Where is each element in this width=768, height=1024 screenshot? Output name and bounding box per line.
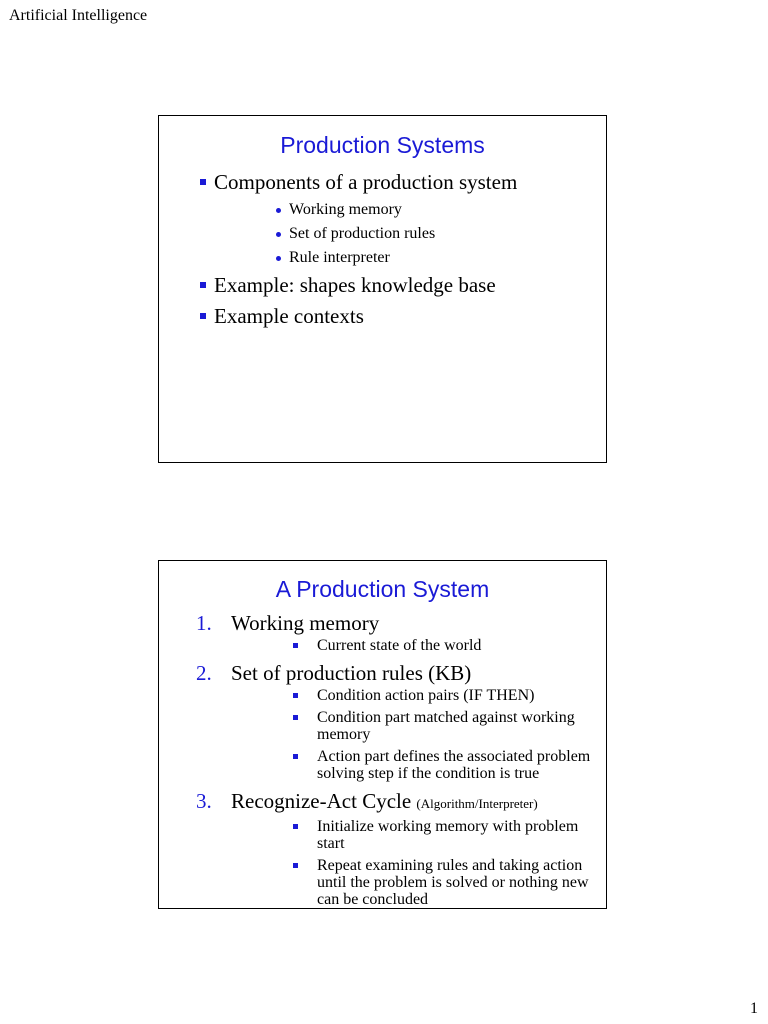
sub-bullet-text: Condition part matched against working memory (317, 709, 575, 743)
sub-bullet-text: Working memory (289, 201, 402, 218)
bullet-text: Example contexts (214, 304, 364, 328)
item-text: Working memory (231, 611, 380, 635)
square-bullet-icon (293, 693, 298, 698)
sub-bullet-item (231, 818, 606, 852)
sub-bullet-list (231, 637, 606, 654)
square-bullet-icon (293, 863, 298, 868)
sub-bullet-text: Current state of the world (317, 637, 482, 654)
sub-bullet-item (214, 246, 606, 270)
item-text: Set of production rules (KB) (231, 661, 472, 685)
dot-bullet-icon (276, 256, 281, 261)
slide-title: A Production System (275, 576, 490, 602)
sub-bullet-list (231, 687, 606, 782)
bullet-list (159, 167, 606, 332)
sub-bullet-item (231, 637, 606, 654)
item-number: 1. (196, 611, 212, 635)
sub-bullet-item (231, 709, 606, 743)
sub-bullet-text: Initialize working memory with problem start (317, 818, 579, 852)
bullet-text: Components of a production system (214, 170, 518, 194)
item-number: 2. (196, 661, 212, 685)
sub-bullet-item (231, 748, 606, 782)
sub-bullet-text: Condition action pairs (IF THEN) (317, 687, 535, 704)
sub-bullet-item (214, 198, 606, 222)
item-number: 3. (196, 789, 212, 813)
slide-production-systems (158, 115, 607, 463)
square-bullet-icon (293, 824, 298, 829)
page-number: 1 (750, 1000, 758, 1017)
bullet-item (159, 301, 606, 332)
bullet-item (159, 167, 606, 270)
numbered-item (159, 609, 606, 654)
sub-bullet-item (214, 222, 606, 246)
item-aside: (Algorithm/Interpreter) (416, 796, 538, 811)
sub-bullet-text: Rule interpreter (289, 249, 390, 266)
sub-bullet-list (231, 818, 606, 908)
slide-title: Production Systems (280, 132, 485, 158)
square-bullet-icon (200, 313, 206, 319)
dot-bullet-icon (276, 208, 281, 213)
sub-bullet-text: Set of production rules (289, 225, 436, 242)
numbered-list (159, 609, 606, 908)
sub-bullet-text: Action part defines the associated problem solving step if the condition is true (317, 748, 591, 782)
sub-bullet-text: Repeat examining rules and taking action until the problem is solved or nothing new can be concluded (317, 857, 589, 908)
sub-bullet-list (214, 198, 606, 270)
dot-bullet-icon (276, 232, 281, 237)
sub-bullet-item (231, 687, 606, 704)
bullet-text: Example: shapes knowledge base (214, 273, 496, 297)
bullet-item (159, 270, 606, 301)
square-bullet-icon (293, 715, 298, 720)
square-bullet-icon (200, 282, 206, 288)
square-bullet-icon (293, 643, 298, 648)
square-bullet-icon (200, 179, 206, 185)
slide-a-production-system (158, 560, 607, 909)
square-bullet-icon (293, 754, 298, 759)
numbered-item (159, 787, 606, 908)
sub-bullet-item (231, 857, 606, 908)
numbered-item (159, 659, 606, 782)
item-text: Recognize-Act Cycle (231, 789, 412, 813)
page-header: Artificial Intelligence (9, 7, 148, 24)
